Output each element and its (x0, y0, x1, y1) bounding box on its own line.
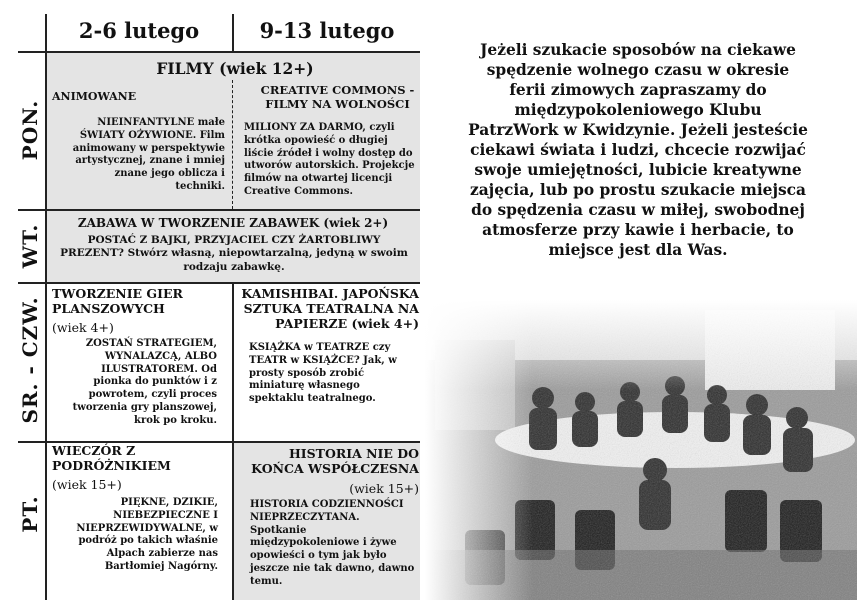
grid-line-tue (18, 282, 420, 284)
day-label-tuesday: WT. (18, 223, 42, 269)
tuesday-text: POSTAĆ Z BAJKI, PRZYJACIEL CZY ŻARTOBLIWY PREZENT? Stwórz własną, niepowtarzalną, jedyną w swoim rodzaju zabawkę. (60, 234, 408, 273)
friday-left-age: (wiek 15+) (52, 477, 122, 492)
group-photo (425, 300, 857, 600)
day-label-wedthu: SR. - CZW. (18, 296, 42, 424)
monday-right-title: CREATIVE COMMONS - FILMY NA WOLNOŚCI (260, 83, 415, 111)
friday-right-title: HISTORIA NIE DO KOŃCA WSPÓŁCZESNA (251, 446, 419, 476)
day-label-monday: PON. (18, 99, 42, 161)
wedthu-left-title: TWORZENIE GIER PLANSZOWYCH (52, 286, 183, 316)
wedthu-right-title: KAMISHIBAI. JAPOŃSKA SZTUKA TEATRALNA NA PAPIERZE (wiek 4+) (241, 286, 419, 331)
monday-banner: FILMY (wiek 12+) (156, 59, 314, 78)
grid-line-header (18, 51, 420, 53)
friday-right-text: HISTORIA CODZIENNOŚCI NIEPRZECZYTANA. Spotkanie międzypokoleniowe i żywe opowieści o tym jak było jeszcze nie tak dawno, dawno temu. (250, 499, 415, 587)
friday-left-title: WIECZÓR Z PODRÓŻNIKIEM (52, 443, 171, 473)
header-week-1: 2-6 lutego (78, 18, 200, 43)
wedthu-left-text: ZOSTAŃ STRATEGIEM, WYNALAZCĄ, ALBO ILUSTRATOREM. Od pionka do punktów i z powrotem, czyli proces tworzenia gry planszowej, krok po kroku. (72, 338, 217, 426)
grid-left-border (45, 14, 47, 600)
monday-left-text: NIEINFANTYLNE małe ŚWIATY OŻYWIONE. Film animowany w perspektywie artystycznej, znane i mniej znane jego oblicza i techniki. (72, 117, 225, 192)
header-week-2: 9-13 lutego (259, 18, 395, 43)
grid-mid-mon (232, 80, 233, 209)
day-label-friday: PT. (18, 495, 42, 533)
intro-paragraph: Jeżeli szukacie sposobów na ciekawe spędzenie wolnego czasu w okresie ferii zimowych zapraszamy do międzypokoleniowego Klubu PatrzWork w Kwidzynie. Jeżeli jesteście ciekawi świata i ludzi, chcecie rozwijać swoje umiejętności, lubicie kreatywne zajęcia, lub po prostu szukacie miejsca do spędzenia czasu w miłej, swobodnej atmosferze przy kawie i herbacie, to miejsce jest dla Was. (468, 41, 808, 260)
wedthu-left-age: (wiek 4+) (52, 320, 114, 335)
monday-right-text: MILIONY ZA DARMO, czyli krótka opowieść o długiej liście źródeł i wolny dostęp do utworów autorskich. Projekcje filmów na otwartej licencji Creative Commons. (244, 122, 415, 197)
friday-right-age: (wiek 15+) (349, 481, 419, 496)
wedthu-right-text: KSIĄŻKA w TEATRZE czy TEATR w KSIĄŻCE? Jak, w prosty sposób zrobić miniaturę własnego spektaklu teatralnego. (249, 342, 397, 405)
monday-left-title: ANIMOWANE (52, 90, 137, 103)
grid-line-mon (18, 209, 420, 211)
tuesday-title: ZABAWA W TWORZENIE ZABAWEK (wiek 2+) (77, 216, 389, 230)
friday-left-text: PIĘKNE, DZIKIE, NIEBEZPIECZNE I NIEPRZEWIDYWALNE, w podróż po takich właśnie Alpach zabierze nas Bartłomiej Nagórny. (76, 497, 218, 572)
